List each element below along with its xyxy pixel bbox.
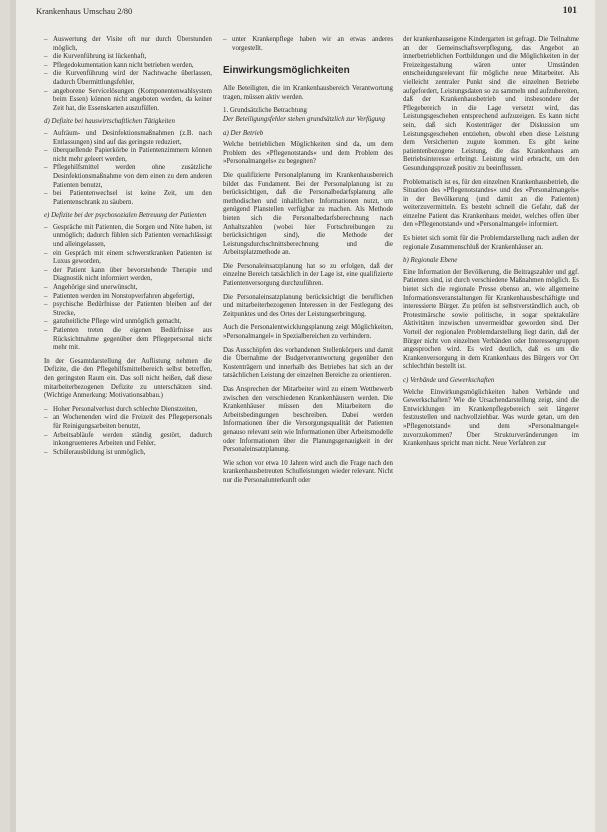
list-item: – bei Patientenwechsel ist keine Zeit, um den Patientenschrank zu säubern. <box>44 190 212 207</box>
list-item: – Arbeitsabläufe werden ständig gestört, dadurch inkongruenteres Arbeiten und Fehler, <box>44 432 212 449</box>
paragraph: Die Personaleinsatzplanung hat so zu erfolgen, daß der einzelne Bereich tatsächlich in der Lage ist, eine qualifizierte Patientenversorgung durchzuführen. <box>223 262 393 288</box>
paragraph: Alle Beteiligten, die im Krankenhausbereich Verantwortung tragen, müssen aktiv werden. <box>223 85 393 101</box>
paragraph: Eine Information der Bevölkerung, die Beitragszahler und ggf. Patienten sind, ist durch verschiedene Maßnahmen möglich. Es bietet sich die regionale Presse ebenso an, wie allgemeine Informationsveranstaltungen für Krankenhausbeschäftigte und interessierte Bürger. Zu prüfen ist selbstverständlich auch, ob Protestmärsche sowie politische, in sogar spektakuläre Aktivitäten inzwischen unvermeidbar geworden sind. Der Vorteil der regionalen Problemdarstellung liegt darin, daß der Bürger nicht von einzelnen Verbänden oder Interessengruppen angesprochen wird. Es wird deutlich, daß es um die Krankenversorgung in dem Krankenhaus des Bürgers vor Ort schlechthin bestellt ist. <box>403 268 579 371</box>
list-item: – Schülerausbildung ist unmöglich, <box>44 449 212 458</box>
list-item: – Gespräche mit Patienten, die Sorgen und Nöte haben, ist unmöglich; dadurch fühlen sich Patienten vernachlässigt und alleingelassen, <box>44 224 212 250</box>
paragraph: Wie schon vor etwa 10 Jahren wird auch die Frage nach den krankenhausbetreuten Schulleistungen wieder relevant. Nicht nur die Personalunterkunft oder <box>223 459 393 484</box>
column-1 <box>44 36 212 457</box>
column-2 <box>223 36 393 491</box>
list-item: – überquellende Papierkörbe in Patientenzimmern können nicht mehr geleert werden, <box>44 147 212 164</box>
paragraph: Auch die Personalentwicklungsplanung zeigt Möglichkeiten, »Personalmangel« in Spezialbereichen zu verhindern. <box>223 324 393 341</box>
list-item: – Patienten werden im Nonstopverfahren abgefertigt, <box>44 293 212 302</box>
page-header <box>36 6 577 20</box>
list-item: – die Kurvenführung ist lückenhaft, <box>44 53 212 62</box>
list-item: – ganzheitliche Pflege wird unmöglich gemacht, <box>44 318 212 327</box>
list-item: – Pflegehilfsmittel werden ohne zusätzliche Desinfektionsmaßnahme von dem einen zu dem anderen Patienten benutzt, <box>44 164 212 190</box>
list-item: – Aufräum- und Desinfektionsmaßnahmen (z.B. nach Entlassungen) sind auf das geringste reduziert, <box>44 130 212 147</box>
list-defizite-d <box>44 130 212 207</box>
paragraph: der krankenhauseigene Kindergarten ist gefragt. Die Teilnahme an der Gemeinschaftsverpflegung, das Angebot an innerbetrieblichen Fortbildungen und die Möglichkeiten in der Freizeitgestaltung wären unter Umständen entscheidungsrelevant für mögliche neue Mitarbeiter. Als vielleicht zentraler Punkt sind die einzelnen Betriebe aufgefordert, Leistungsdaten so zu sammeln und aufzubereiten, daß der Krankenhausbetrieb und insbesondere der Pflegebereich in die Lage versetzt wird, das Leistungsgeschehen entsprechend aufzuzeigen. Es kann nicht sein, daß sich Kostenträger der Diskussion um Leistungsgeschehen entziehen, obwohl eben diese Leistung dem Versicherten zugute kommen. Es gibt keine patientenbezogene Leistung, die das Krankenhaus am Betriebsinteresse erbringt. Leistung wird erbracht, um den Gesundungsprozeß positiv zu beeinflussen. <box>403 36 579 172</box>
paragraph: In der Gesamtdarstellung der Auflistung nehmen die Defizite, die den Pflegehilfsmittelbereich selbst betreffen, den geringsten Raum ein. Das soll nicht heißen, daß diese mitarbeiterbezogenen Defizite zu unterschätzen sind. (Wichtige Anmerkung: Motivationsabbau.) <box>44 357 212 400</box>
paragraph: Problematisch ist es, für den einzelnen Krankenhausbetrieb, die Situation des »Pflegenotstandes« und des »Personalmangels« in der Bevölkerung (und damit an die Patienten) weiterzuvermitteln. Es besteht schnell die Gefahr, daß der einzelne Patient das Krankenhaus meidet, welches offen über den »Pflegenotstand« und »Personalmangel« informiert. <box>403 178 579 229</box>
subheading-b: b) Regionale Ebene <box>403 257 458 265</box>
subheading-d: d) Defizite bei hauswirtschaftlichen Tätigkeiten <box>44 118 175 126</box>
paragraph: Die Personaleinsatzplanung berücksichtigt die beruflichen und mitarbeiterbezogenen Interessen in der Festlegung des Zeitpunktes und des Ortes der Leistungserbringung. <box>223 293 393 318</box>
paragraph: Es bietet sich somit für die Problemdarstellung nach außen der regionale Zusammenschluß der Krankenhäuser an. <box>403 235 579 251</box>
paragraph: Welche Einwirkungsmöglichkeiten haben Verbände und Gewerkschaften? Wie die Ursachendarstellung zeigt, sind die Entwicklungen im Krankenpflegebereich seit längerer festzustellen und nachvollziehbar. Was wurde getan, um den »Pflegenotstand« und dem »Personalmangel« zuvorzukommen? Über Strukturveränderungen im Krankenhaus spricht man nicht. Neue Verfahren zur <box>403 388 579 448</box>
list-item: – angeborene Servicelösungen (Komponentenwahlsystem beim Essen) können nicht angeboten werden, da keiner Zeit hat, die Essenskarten auszufüllen. <box>44 88 212 114</box>
numbered-item: 1. Grundsätzliche Betrachtung <box>223 107 307 115</box>
paragraph: Das Ansprechen der Mitarbeiter wird zu einem Wettbewerb zwischen den verschiedenen Krankenhäusern werden. Die Krankenhäuser müssen den Mitarbeitern die Arbeitsbedingungen beschreiben. Dabei werden Informationen über die Versorgungsqualität der Patienten genauso relevant sein wie Informationen über Arbeitsmodelle oder Informationen über die Planungsgenauigkeit in der Personaleinsatzplanung. <box>223 386 393 454</box>
column-3 <box>403 36 579 454</box>
list-item: – unter Krankenpflege haben wir an etwas anderes vorgestellt. <box>223 36 393 53</box>
list-continued <box>223 36 393 53</box>
list-defizite-e <box>44 224 212 353</box>
paragraph: Der Beteiligungsfehler stehen grundsätzlich zur Verfügung <box>223 115 386 123</box>
list-item: – Pflegedokumentation kann nicht betrieben werden, <box>44 62 212 71</box>
page-number: 101 <box>562 6 577 16</box>
list-item: – die Kurvenführung wird der Nachtwache überlassen, dadurch Übermittlungsfehler, <box>44 70 212 87</box>
list-item: – ein Gespräch mit einem schwerstkranken Patienten ist Luxus geworden, <box>44 250 212 267</box>
list-item: – Patienten treten die eigenen Bedürfnisse aus Rücksichtnahme gegenüber dem Pflegepersonal nicht mehr mit. <box>44 327 212 353</box>
list-item: – Hoher Personalverlust durch schlechte Dienstzeiten, <box>44 406 212 415</box>
list-item: – Auswertung der Visite oft nur durch Überstunden möglich, <box>44 36 212 53</box>
list-item: – an Wochenenden wird die Freizeit des Pflegepersonals für Reinigungsarbeiten benutzt, <box>44 414 212 431</box>
section-heading: Einwirkungsmöglichkeiten <box>223 65 350 77</box>
paragraph: Welche betrieblichen Möglichkeiten sind da, um dem Problem des »Pflegenotstands« und dem Problem des »Personalmangels« zu begegnen? <box>223 141 393 166</box>
list-item: – Angehörige sind unerwünscht, <box>44 284 212 293</box>
list-defizite-a <box>44 36 212 113</box>
paragraph: Das Ausschöpfen des vorhandenen Stellenkörpers und damit die Übernahme der Budgetverantwortung gegenüber den Kostenträgern und innerhalb des Betriebes hat sich an der tatsächlichen Leistung der einzelnen Bereiche zu orientieren. <box>223 346 393 380</box>
running-title: Krankenhaus Umschau 2/80 <box>36 6 133 16</box>
paragraph: Die qualifizierte Personalplanung im Krankenhausbereich bildet das Fundament. Bei der Personalplanung ist zu berücksichtigen, daß die Personalbedarfsplanung alle methodischen und inhaltlichen Informationen nutzt, um genügend Planstellen verfügbar zu machen. Als Methode bieten sich die Personalbedarfsberechnung nach Anhaltszahlen (wobei hier Fortschreibungen zu berücksichtigen sind), die Methode der Leistungsdurchschnittsberechnung und die Arbeitsplatzmethode an. <box>223 171 393 257</box>
list-item: – psychische Bedürfnisse der Patienten bleiben auf der Strecke, <box>44 301 212 318</box>
subheading-c: c) Verbände und Gewerkschaften <box>403 376 495 384</box>
list-item: – der Patient kann über bevorstehende Therapie und Diagnostik nicht informiert werden, <box>44 267 212 284</box>
page <box>10 0 595 832</box>
binding-shadow <box>10 0 16 832</box>
subheading-a: a) Der Betrieb <box>223 129 264 137</box>
subheading-e: e) Defizite bei der psychosozialen Betreuung der Patienten <box>44 212 207 220</box>
list-defizite-f <box>44 406 212 458</box>
